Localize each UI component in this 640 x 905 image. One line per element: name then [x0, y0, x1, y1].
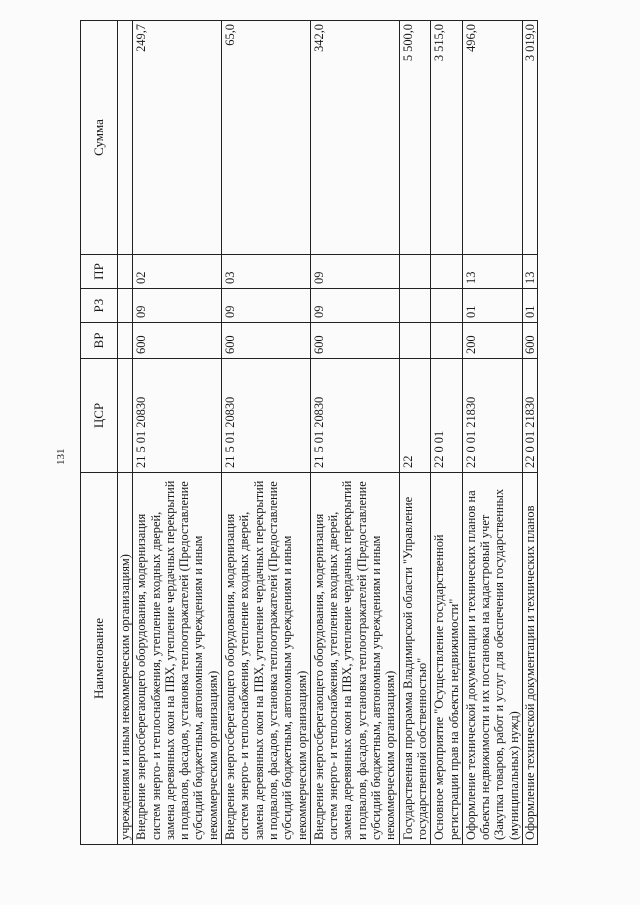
cell-csr [118, 359, 133, 473]
header-csr: ЦСР [81, 359, 118, 473]
cell-vr: 600 [222, 323, 311, 359]
header-rz: РЗ [81, 289, 118, 323]
cell-rz [399, 289, 431, 323]
cell-sum: 249,7 [133, 21, 222, 255]
cell-name: Государственная программа Владимирской области "Управление государственной собственностью" [399, 473, 431, 845]
cell-vr: 200 [462, 323, 522, 359]
cell-name: Внедрение энергосберегающего оборудования, модернизация систем энерго- и теплоснабжения, утепление входных дверей, замена деревянных окон на ПВХ, утепление чердачных перекрытий и подвалов, фасадов, установка теплоотражателей (Предоставление субсидий бюджетным, автономным учреждениям и иным некоммерческим организациям) [222, 473, 311, 845]
header-row [81, 21, 118, 845]
cell-csr: 22 0 01 21830 [462, 359, 522, 473]
cell-sum: 3 019,0 [523, 21, 538, 255]
cell-rz [431, 289, 463, 323]
cell-sum: 65,0 [222, 21, 311, 255]
cell-name: учреждениям и иным некоммерческим организациям) [118, 473, 133, 845]
cell-rz [118, 289, 133, 323]
cell-vr: 600 [523, 323, 538, 359]
table-row [462, 21, 522, 845]
table-row [222, 21, 311, 845]
cell-sum: 342,0 [310, 21, 399, 255]
cell-pr: 09 [310, 255, 399, 289]
cell-pr: 03 [222, 255, 311, 289]
cell-pr [431, 255, 463, 289]
table-row [523, 21, 538, 845]
cell-sum [118, 21, 133, 255]
table-row [310, 21, 399, 845]
cell-csr: 22 0 01 [431, 359, 463, 473]
header-name: Наименование [81, 473, 118, 845]
cell-pr [118, 255, 133, 289]
cell-csr: 21 5 01 20830 [310, 359, 399, 473]
page-number: 131 [55, 448, 67, 465]
cell-name: Основное мероприятие "Осуществление государственной регистрации прав на объекты недвижимости" [431, 473, 463, 845]
cell-name: Внедрение энергосберегающего оборудования, модернизация систем энерго- и теплоснабжения, утепление входных дверей, замена деревянных окон на ПВХ, утепление чердачных перекрытий и подвалов, фасадов, установка теплоотражателей (Предоставление субсидий бюджетным, автономным учреждениям и иным некоммерческим организациям) [310, 473, 399, 845]
cell-vr: 600 [133, 323, 222, 359]
table-row [118, 21, 133, 845]
cell-csr: 22 0 01 21830 [523, 359, 538, 473]
cell-vr: 600 [310, 323, 399, 359]
cell-pr: 13 [462, 255, 522, 289]
cell-rz: 09 [133, 289, 222, 323]
header-pr: ПР [81, 255, 118, 289]
cell-name: Оформление технической документации и технических планов на объекты недвижимости и их постановка на кадастровый учет (Закупка товаров, работ и услуг для обеспечения государственных (муниципальных) нужд) [462, 473, 522, 845]
cell-vr [118, 323, 133, 359]
table-row [431, 21, 463, 845]
cell-vr [431, 323, 463, 359]
cell-csr: 22 [399, 359, 431, 473]
cell-pr: 02 [133, 255, 222, 289]
cell-csr: 21 5 01 20830 [222, 359, 311, 473]
cell-name: Оформление технической документации и технических планов [523, 473, 538, 845]
cell-sum: 3 515,0 [431, 21, 463, 255]
header-sum: Сумма [81, 21, 118, 255]
cell-rz: 01 [462, 289, 522, 323]
cell-rz: 09 [222, 289, 311, 323]
cell-sum: 5 500,0 [399, 21, 431, 255]
header-vr: ВР [81, 323, 118, 359]
budget-table [80, 20, 538, 845]
cell-rz: 09 [310, 289, 399, 323]
cell-csr: 21 5 01 20830 [133, 359, 222, 473]
cell-rz: 01 [523, 289, 538, 323]
table-row [399, 21, 431, 845]
cell-name: Внедрение энергосберегающего оборудования, модернизация систем энерго- и теплоснабжения, утепление входных дверей, замена деревянных окон на ПВХ, утепление чердачных перекрытий и подвалов, фасадов, установка теплоотражателей (Предоставление субсидий бюджетным, автономным учреждениям и иным некоммерческим организациям) [133, 473, 222, 845]
cell-pr [399, 255, 431, 289]
cell-sum: 496,0 [462, 21, 522, 255]
cell-pr: 13 [523, 255, 538, 289]
table-row [133, 21, 222, 845]
cell-vr [399, 323, 431, 359]
